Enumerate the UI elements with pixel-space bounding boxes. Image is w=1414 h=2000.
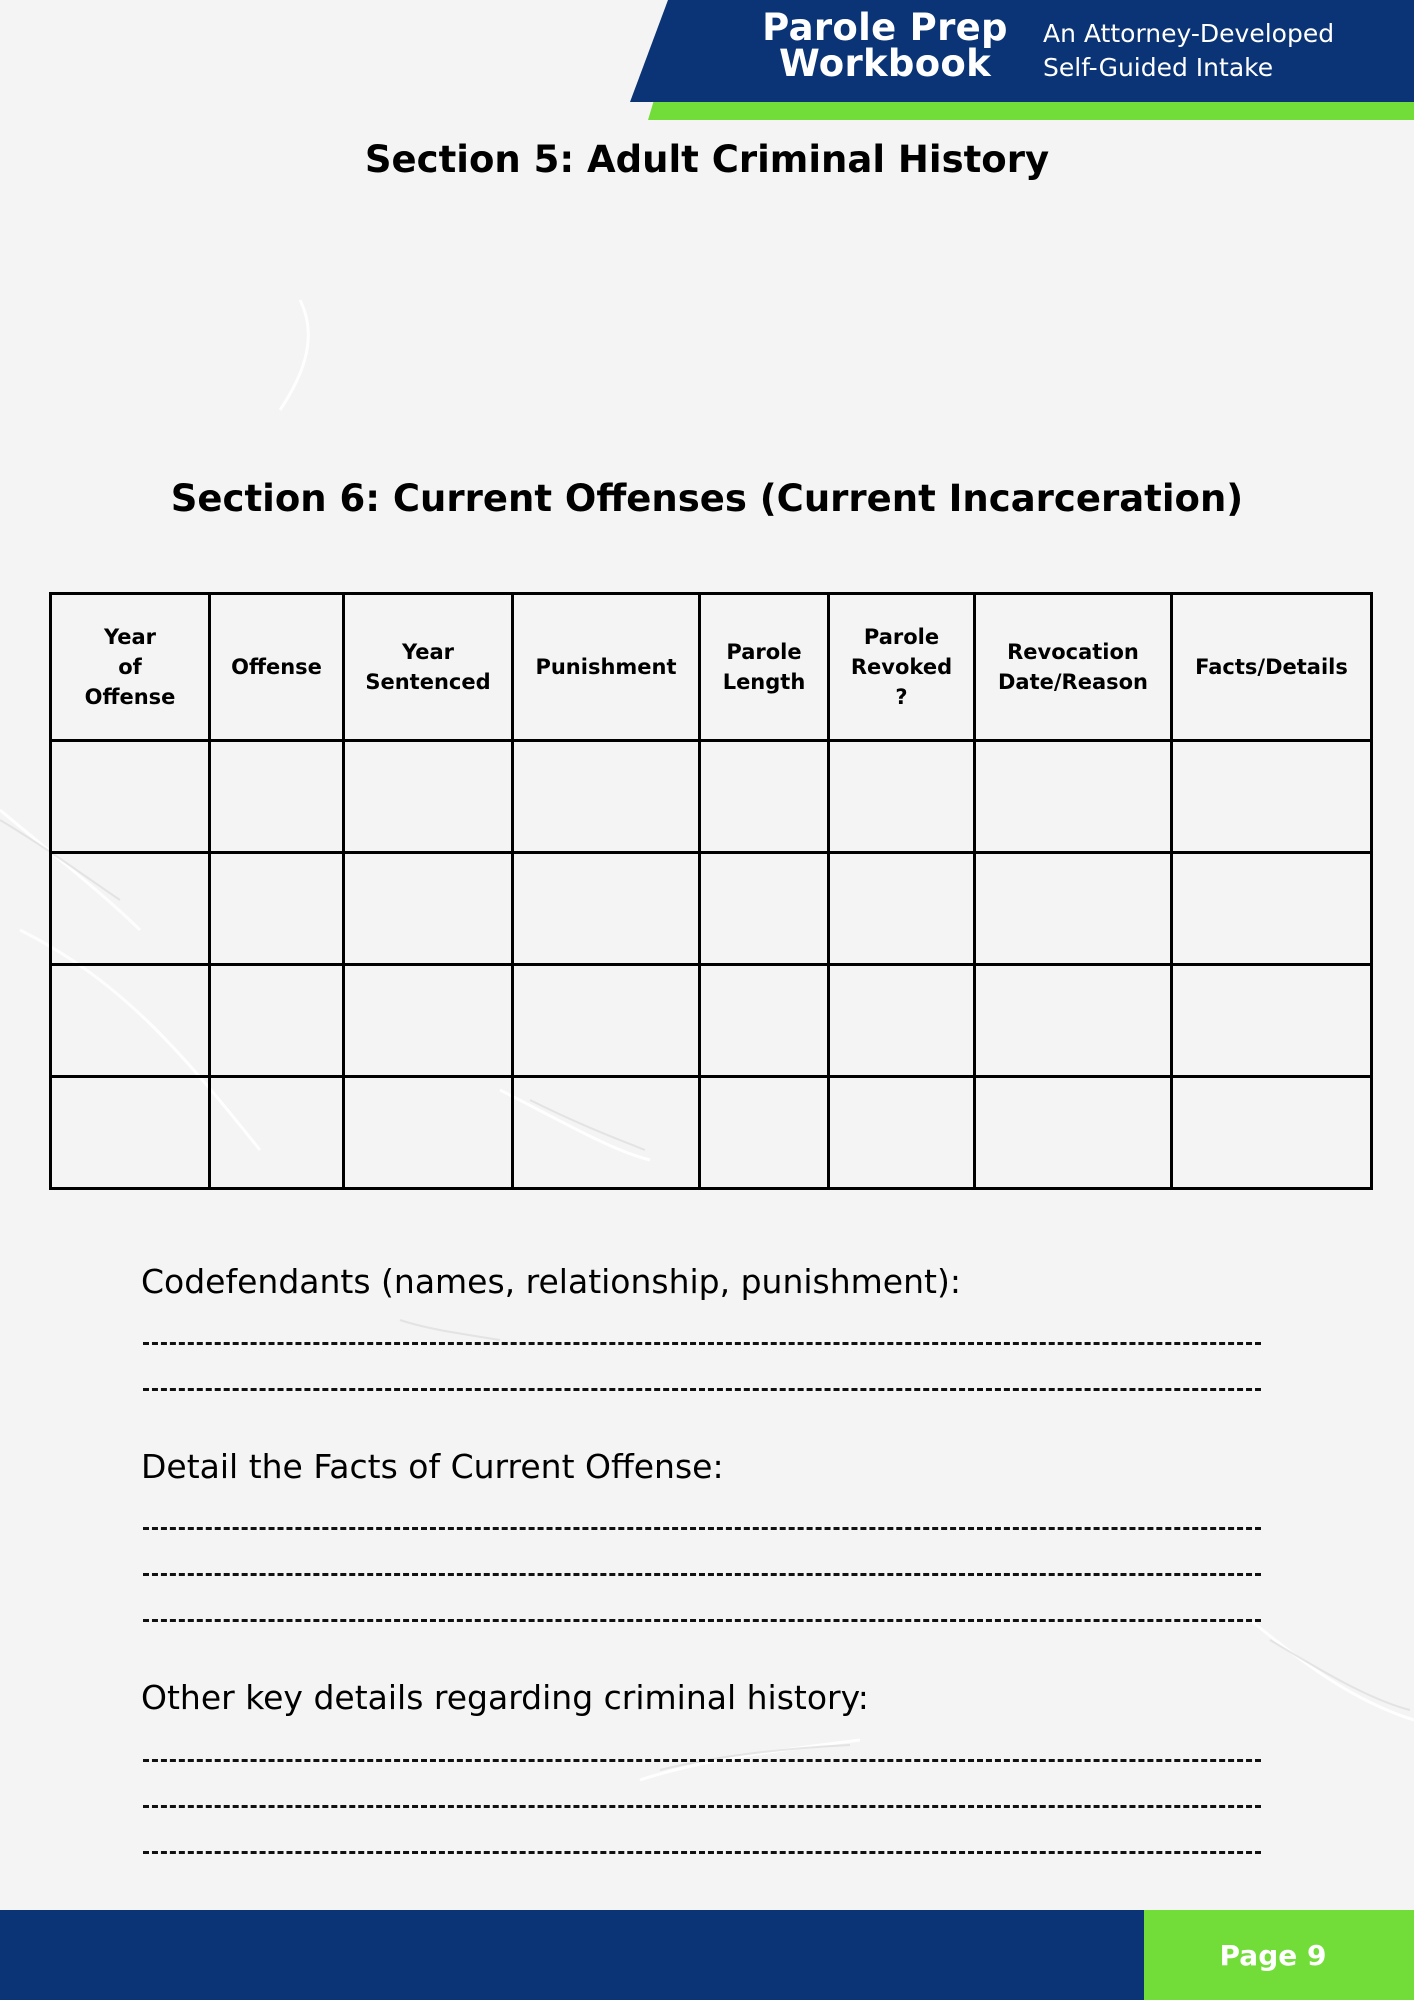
table-cell[interactable] <box>51 741 210 853</box>
column-header-line: Sentenced <box>365 670 491 694</box>
table-cell[interactable] <box>1172 741 1372 853</box>
codefendants-prompt: Codefendants (names, relationship, punishment): <box>141 1262 961 1301</box>
other-details-line-1[interactable] <box>143 1759 1261 1762</box>
footer-bar <box>0 1910 1144 2000</box>
other-details-line-2[interactable] <box>143 1805 1261 1808</box>
codefendants-line-1[interactable] <box>143 1342 1261 1345</box>
table-cell[interactable] <box>344 741 513 853</box>
table-cell[interactable] <box>975 853 1172 965</box>
current-offenses-table <box>49 592 1373 1190</box>
table-cell[interactable] <box>513 965 700 1077</box>
table-cell[interactable] <box>513 853 700 965</box>
brand-title <box>748 6 1022 85</box>
brand-title-line2: Workbook <box>778 42 992 85</box>
facts-line-2[interactable] <box>143 1573 1261 1576</box>
header-green-stripe <box>648 100 1414 120</box>
table-cell[interactable] <box>829 853 975 965</box>
brand-subtitle-line2: Self-Guided Intake <box>1043 53 1274 82</box>
column-header-line: Revoked <box>850 655 953 679</box>
table-cell[interactable] <box>51 965 210 1077</box>
table-row <box>51 1077 1372 1189</box>
facts-line-1[interactable] <box>143 1527 1261 1530</box>
column-header-line: Offense <box>84 685 176 709</box>
table-cell[interactable] <box>700 965 829 1077</box>
table-cell[interactable] <box>51 853 210 965</box>
table-cell[interactable] <box>210 741 344 853</box>
facts-prompt: Detail the Facts of Current Offense: <box>141 1447 724 1486</box>
table-cell[interactable] <box>700 1077 829 1189</box>
column-header-line: Facts/Details <box>1195 655 1348 679</box>
table-row <box>51 741 1372 853</box>
brand-subtitle-line1: An Attorney-Developed <box>1043 19 1335 48</box>
table-cell[interactable] <box>344 853 513 965</box>
table-cell[interactable] <box>700 853 829 965</box>
column-header <box>1172 594 1372 741</box>
table-cell[interactable] <box>210 1077 344 1189</box>
column-header <box>344 594 513 741</box>
table-cell[interactable] <box>210 965 344 1077</box>
table-cell[interactable] <box>975 741 1172 853</box>
table-cell[interactable] <box>975 1077 1172 1189</box>
other-details-prompt: Other key details regarding criminal history: <box>141 1678 869 1717</box>
column-header-line: Revocation <box>1007 640 1139 664</box>
column-header <box>975 594 1172 741</box>
section5-title: Section 5: Adult Criminal History <box>364 138 1050 181</box>
table-cell[interactable] <box>829 1077 975 1189</box>
column-header <box>513 594 700 741</box>
table-cell[interactable] <box>829 965 975 1077</box>
table-cell[interactable] <box>700 741 829 853</box>
table-cell[interactable] <box>1172 1077 1372 1189</box>
codefendants-line-2[interactable] <box>143 1388 1261 1391</box>
table-cell[interactable] <box>344 965 513 1077</box>
brand-title-line1: Parole Prep <box>762 6 1008 49</box>
page-number: Page 9 <box>1219 1938 1327 1972</box>
other-details-line-3[interactable] <box>143 1851 1261 1854</box>
column-header <box>700 594 829 741</box>
column-header-line: of <box>118 655 142 679</box>
table-header-row <box>51 594 1372 741</box>
column-header <box>829 594 975 741</box>
table-cell[interactable] <box>51 1077 210 1189</box>
table-cell[interactable] <box>513 1077 700 1189</box>
table-cell[interactable] <box>210 853 344 965</box>
table-cell[interactable] <box>1172 965 1372 1077</box>
table-cell[interactable] <box>975 965 1172 1077</box>
column-header-line: Offense <box>231 655 322 679</box>
section6-title: Section 6: Current Offenses (Current Incarceration) <box>170 477 1244 520</box>
column-header <box>51 594 210 741</box>
column-header-line: Parole <box>863 625 940 649</box>
column-header-line: Year <box>103 625 157 649</box>
column-header-line: Date/Reason <box>997 670 1148 694</box>
table-cell[interactable] <box>513 741 700 853</box>
table-cell[interactable] <box>829 741 975 853</box>
column-header <box>210 594 344 741</box>
column-header-line: Year <box>401 640 455 664</box>
brand-subtitle <box>1043 17 1373 85</box>
column-header-line: Parole <box>726 640 802 664</box>
facts-line-3[interactable] <box>143 1619 1261 1622</box>
table-row <box>51 853 1372 965</box>
table-row <box>51 965 1372 1077</box>
column-header-line: Punishment <box>535 655 677 679</box>
table-cell[interactable] <box>1172 853 1372 965</box>
table-cell[interactable] <box>344 1077 513 1189</box>
column-header-line: Length <box>722 670 806 694</box>
column-header-line: ? <box>895 685 908 709</box>
